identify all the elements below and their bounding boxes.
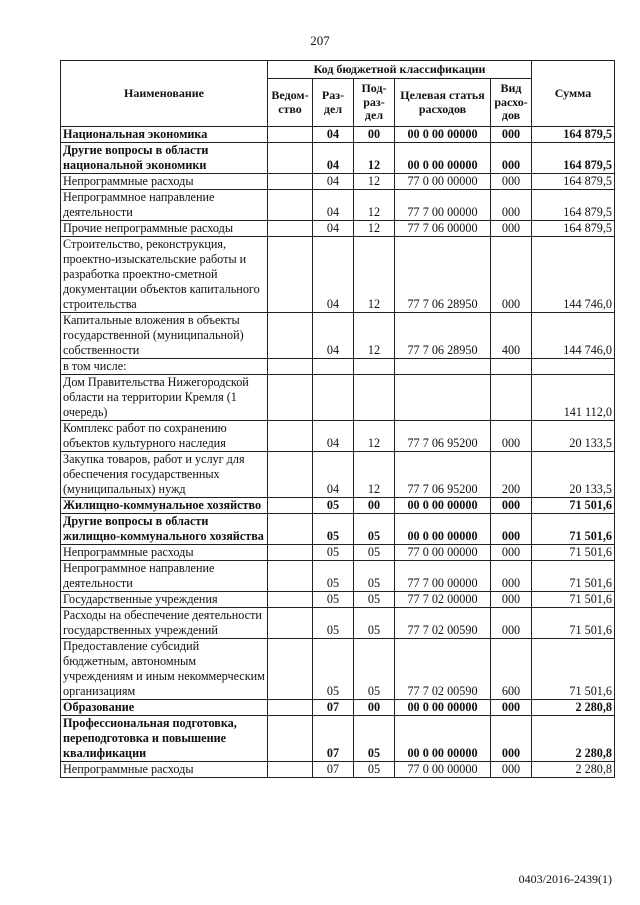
header-razdel: Раз-дел [313, 79, 354, 127]
cell-name: в том числе: [61, 359, 268, 375]
cell-vid: 400 [491, 313, 532, 359]
cell-razdel: 04 [313, 190, 354, 221]
cell-vid: 000 [491, 127, 532, 143]
cell-tselevaya: 77 7 00 00000 [395, 561, 491, 592]
table-row [61, 498, 615, 514]
table-row [61, 237, 615, 313]
table-row [61, 221, 615, 237]
cell-vid: 000 [491, 221, 532, 237]
cell-podrazdel: 12 [354, 313, 395, 359]
header-name: Наименование [61, 61, 268, 127]
table-row [61, 375, 615, 421]
cell-podrazdel: 05 [354, 592, 395, 608]
cell-vedomstvo [268, 421, 313, 452]
cell-vid: 000 [491, 545, 532, 561]
cell-tselevaya: 77 7 02 00000 [395, 592, 491, 608]
cell-vedomstvo [268, 190, 313, 221]
cell-razdel: 05 [313, 514, 354, 545]
table-row [61, 700, 615, 716]
cell-razdel: 05 [313, 545, 354, 561]
cell-razdel: 05 [313, 498, 354, 514]
page-number: 207 [310, 33, 330, 48]
cell-vid: 000 [491, 592, 532, 608]
table-row [61, 359, 615, 375]
cell-name: Расходы на обеспечение деятельности государственных учреждений [61, 608, 268, 639]
cell-vedomstvo [268, 608, 313, 639]
cell-vedomstvo [268, 514, 313, 545]
table-row [61, 313, 615, 359]
cell-podrazdel: 05 [354, 561, 395, 592]
header-summa: Сумма [532, 61, 615, 127]
cell-vid: 000 [491, 174, 532, 190]
table-row [61, 127, 615, 143]
cell-tselevaya: 00 0 00 00000 [395, 127, 491, 143]
table-body [61, 127, 615, 778]
cell-razdel: 07 [313, 700, 354, 716]
cell-summa: 2 280,8 [532, 762, 615, 778]
cell-podrazdel: 05 [354, 639, 395, 700]
cell-podrazdel [354, 359, 395, 375]
header-vid: Вид расхо-дов [491, 79, 532, 127]
cell-vid: 000 [491, 561, 532, 592]
cell-vid [491, 375, 532, 421]
cell-podrazdel: 05 [354, 514, 395, 545]
cell-razdel: 04 [313, 221, 354, 237]
cell-podrazdel: 05 [354, 608, 395, 639]
cell-podrazdel: 12 [354, 143, 395, 174]
cell-tselevaya: 77 7 06 95200 [395, 452, 491, 498]
header-tselevaya: Целевая статья расходов [395, 79, 491, 127]
cell-vid: 000 [491, 514, 532, 545]
cell-podrazdel: 12 [354, 452, 395, 498]
cell-vedomstvo [268, 716, 313, 762]
cell-razdel: 04 [313, 127, 354, 143]
table-row [61, 514, 615, 545]
cell-tselevaya: 77 0 00 00000 [395, 762, 491, 778]
cell-name: Непрограммное направление деятельности [61, 190, 268, 221]
cell-name: Профессиональная подготовка, переподготовка и повышение квалификации [61, 716, 268, 762]
cell-razdel: 05 [313, 639, 354, 700]
cell-tselevaya: 00 0 00 00000 [395, 716, 491, 762]
cell-vedomstvo [268, 359, 313, 375]
cell-name: Строительство, реконструкция, проектно-изыскательские работы и разработка проектно-сметной документации объектов капитального строительства [61, 237, 268, 313]
cell-tselevaya: 77 0 00 00000 [395, 545, 491, 561]
table-row [61, 608, 615, 639]
cell-podrazdel [354, 375, 395, 421]
cell-vid: 000 [491, 498, 532, 514]
cell-vedomstvo [268, 143, 313, 174]
table-row [61, 639, 615, 700]
header-podrazdel: Под-раз-дел [354, 79, 395, 127]
cell-vid: 000 [491, 143, 532, 174]
cell-vid: 000 [491, 237, 532, 313]
cell-summa: 164 879,5 [532, 174, 615, 190]
cell-razdel: 07 [313, 716, 354, 762]
cell-razdel [313, 375, 354, 421]
cell-vedomstvo [268, 700, 313, 716]
cell-vedomstvo [268, 639, 313, 700]
cell-tselevaya: 77 7 02 00590 [395, 608, 491, 639]
cell-vid: 000 [491, 608, 532, 639]
cell-name: Предоставление субсидий бюджетным, автономным учреждениям и иным некоммерческим организациям [61, 639, 268, 700]
cell-razdel: 05 [313, 561, 354, 592]
cell-tselevaya: 77 7 00 00000 [395, 190, 491, 221]
cell-vedomstvo [268, 221, 313, 237]
cell-summa: 71 501,6 [532, 639, 615, 700]
cell-vedomstvo [268, 313, 313, 359]
cell-razdel: 04 [313, 237, 354, 313]
cell-name: Другие вопросы в области национальной экономики [61, 143, 268, 174]
cell-podrazdel: 12 [354, 421, 395, 452]
cell-summa: 71 501,6 [532, 514, 615, 545]
table-row [61, 561, 615, 592]
cell-podrazdel: 12 [354, 237, 395, 313]
cell-name: Капитальные вложения в объекты государственной (муниципальной) собственности [61, 313, 268, 359]
cell-summa: 71 501,6 [532, 592, 615, 608]
cell-summa: 71 501,6 [532, 561, 615, 592]
cell-summa: 71 501,6 [532, 545, 615, 561]
cell-vid: 000 [491, 700, 532, 716]
table-row [61, 716, 615, 762]
table-row [61, 174, 615, 190]
cell-podrazdel: 00 [354, 700, 395, 716]
table-row [61, 143, 615, 174]
cell-vedomstvo [268, 237, 313, 313]
cell-razdel: 04 [313, 143, 354, 174]
cell-tselevaya: 00 0 00 00000 [395, 498, 491, 514]
cell-vid: 000 [491, 190, 532, 221]
cell-tselevaya: 00 0 00 00000 [395, 700, 491, 716]
cell-summa: 164 879,5 [532, 143, 615, 174]
table-row [61, 421, 615, 452]
cell-name: Закупка товаров, работ и услуг для обеспечения государственных (муниципальных) нужд [61, 452, 268, 498]
cell-vedomstvo [268, 592, 313, 608]
cell-name: Государственные учреждения [61, 592, 268, 608]
cell-name: Непрограммные расходы [61, 174, 268, 190]
cell-vedomstvo [268, 762, 313, 778]
cell-vedomstvo [268, 127, 313, 143]
cell-podrazdel: 00 [354, 498, 395, 514]
cell-tselevaya: 00 0 00 00000 [395, 143, 491, 174]
cell-name: Другие вопросы в области жилищно-коммунального хозяйства [61, 514, 268, 545]
cell-podrazdel: 05 [354, 716, 395, 762]
table-row [61, 592, 615, 608]
cell-summa: 164 879,5 [532, 127, 615, 143]
cell-tselevaya: 77 7 06 00000 [395, 221, 491, 237]
cell-name: Дом Правительства Нижегородской области на территории Кремля (1 очередь) [61, 375, 268, 421]
cell-vedomstvo [268, 498, 313, 514]
cell-name: Комплекс работ по сохранению объектов культурного наследия [61, 421, 268, 452]
cell-razdel: 04 [313, 174, 354, 190]
cell-razdel: 05 [313, 608, 354, 639]
table-row [61, 545, 615, 561]
cell-name: Жилищно-коммунальное хозяйство [61, 498, 268, 514]
cell-summa: 2 280,8 [532, 716, 615, 762]
cell-vedomstvo [268, 561, 313, 592]
cell-podrazdel: 00 [354, 127, 395, 143]
cell-summa: 71 501,6 [532, 498, 615, 514]
cell-vedomstvo [268, 375, 313, 421]
document-code: 0403/2016-2439(1) [518, 872, 612, 886]
cell-summa: 71 501,6 [532, 608, 615, 639]
cell-name: Национальная экономика [61, 127, 268, 143]
budget-table [60, 60, 615, 778]
cell-razdel: 04 [313, 452, 354, 498]
cell-tselevaya: 77 0 00 00000 [395, 174, 491, 190]
cell-vedomstvo [268, 545, 313, 561]
cell-razdel: 07 [313, 762, 354, 778]
cell-summa: 144 746,0 [532, 313, 615, 359]
cell-vid: 000 [491, 421, 532, 452]
header-classification-group: Код бюджетной классификации [268, 61, 532, 79]
cell-name: Образование [61, 700, 268, 716]
cell-name: Непрограммные расходы [61, 545, 268, 561]
cell-tselevaya: 77 7 06 28950 [395, 237, 491, 313]
cell-razdel [313, 359, 354, 375]
cell-podrazdel: 12 [354, 174, 395, 190]
cell-vid [491, 359, 532, 375]
header-vedomstvo: Ведом-ство [268, 79, 313, 127]
cell-tselevaya: 00 0 00 00000 [395, 514, 491, 545]
cell-tselevaya [395, 359, 491, 375]
cell-podrazdel: 05 [354, 545, 395, 561]
table-row [61, 452, 615, 498]
table-row [61, 190, 615, 221]
cell-summa: 141 112,0 [532, 375, 615, 421]
cell-razdel: 04 [313, 313, 354, 359]
cell-podrazdel: 12 [354, 190, 395, 221]
cell-name: Непрограммное направление деятельности [61, 561, 268, 592]
cell-tselevaya: 77 7 06 95200 [395, 421, 491, 452]
cell-name: Прочие непрограммные расходы [61, 221, 268, 237]
cell-tselevaya: 77 7 06 28950 [395, 313, 491, 359]
cell-podrazdel: 12 [354, 221, 395, 237]
cell-name: Непрограммные расходы [61, 762, 268, 778]
cell-tselevaya [395, 375, 491, 421]
cell-summa: 20 133,5 [532, 452, 615, 498]
table-row [61, 762, 615, 778]
cell-summa: 144 746,0 [532, 237, 615, 313]
cell-summa: 164 879,5 [532, 221, 615, 237]
cell-summa: 2 280,8 [532, 700, 615, 716]
cell-summa: 164 879,5 [532, 190, 615, 221]
cell-summa: 20 133,5 [532, 421, 615, 452]
cell-vid: 000 [491, 762, 532, 778]
cell-tselevaya: 77 7 02 00590 [395, 639, 491, 700]
cell-vedomstvo [268, 174, 313, 190]
cell-vid: 600 [491, 639, 532, 700]
cell-razdel: 05 [313, 592, 354, 608]
cell-vedomstvo [268, 452, 313, 498]
cell-summa [532, 359, 615, 375]
cell-vid: 200 [491, 452, 532, 498]
cell-vid: 000 [491, 716, 532, 762]
cell-razdel: 04 [313, 421, 354, 452]
cell-podrazdel: 05 [354, 762, 395, 778]
